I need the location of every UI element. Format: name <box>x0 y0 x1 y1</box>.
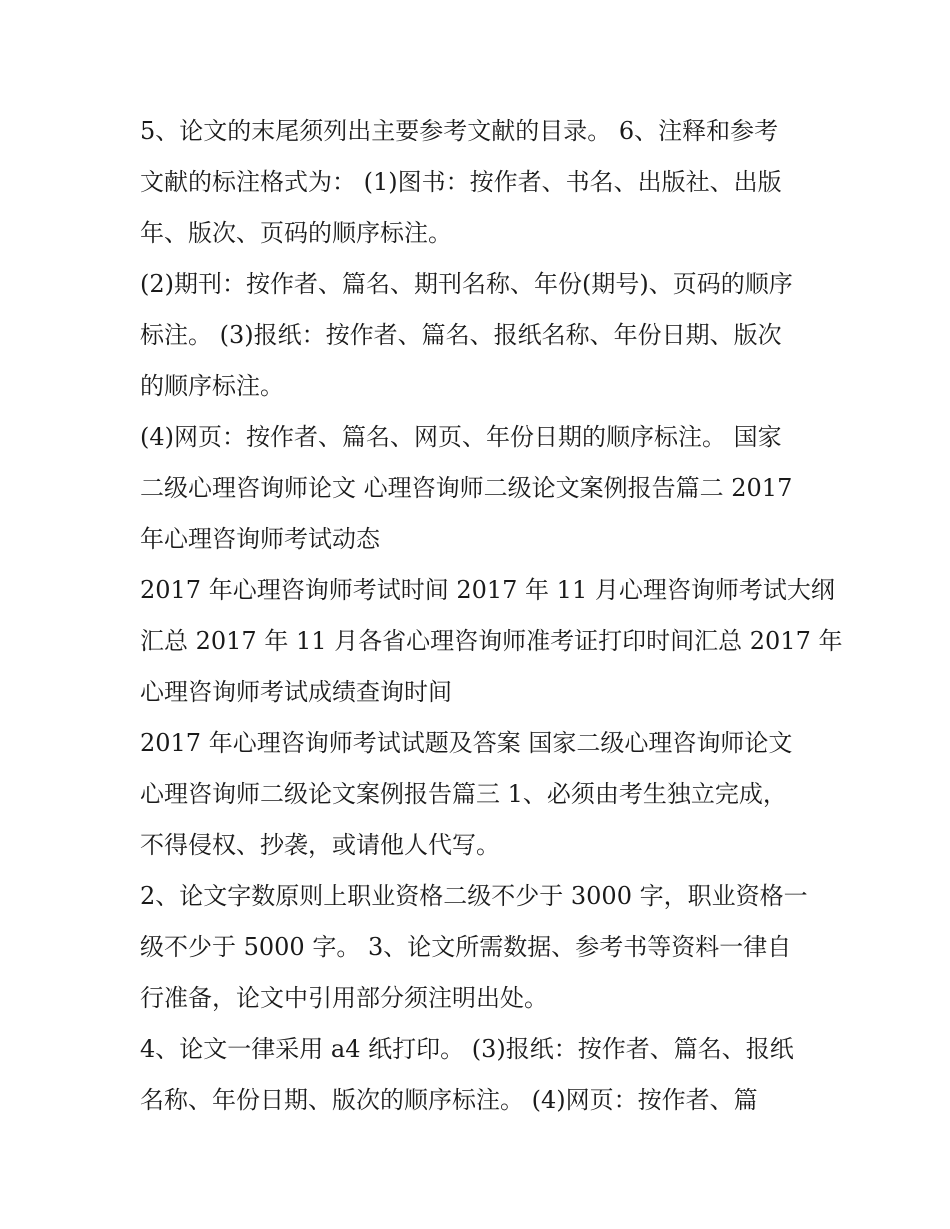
text-line: 级不少于 5000 字。 3、论文所需数据、参考书等资料一律自 <box>140 933 792 961</box>
text-line: 2017 年心理咨询师考试试题及答案 国家二级心理咨询师论文 <box>140 729 793 757</box>
text-line: (2)期刊：按作者、篇名、期刊名称、年份(期号)、页码的顺序 <box>140 270 793 298</box>
text-line: 的顺序标注。 <box>140 372 284 400</box>
paragraph-exam-answers <box>140 718 820 871</box>
paragraph-reference-list <box>140 106 820 259</box>
text-line: 2017 年心理咨询师考试时间 2017 年 11 月心理咨询师考试大纲 <box>140 576 835 604</box>
text-line: 4、论文一律采用 a4 纸打印。 (3)报纸：按作者、篇名、报纸 <box>140 1035 794 1063</box>
text-line: 年、版次、页码的顺序标注。 <box>140 219 452 247</box>
paragraph-journal-format <box>140 259 820 412</box>
text-line: 汇总 2017 年 11 月各省心理咨询师准考证打印时间汇总 2017 年 <box>140 627 843 655</box>
text-line: 二级心理咨询师论文 心理咨询师二级论文案例报告篇二 2017 <box>140 474 793 502</box>
paragraph-print-format <box>140 1024 820 1126</box>
paragraph-word-count <box>140 871 820 1024</box>
text-line: 2、论文字数原则上职业资格二级不少于 3000 字，职业资格一 <box>140 882 808 910</box>
text-line: 不得侵权、抄袭，或请他人代写。 <box>140 831 500 859</box>
paragraph-webpage-format <box>140 412 820 565</box>
text-line: 心理咨询师考试成绩查询时间 <box>140 678 452 706</box>
text-line: 5、论文的末尾须列出主要参考文献的目录。 6、注释和参考 <box>140 117 779 145</box>
text-line: 名称、年份日期、版次的顺序标注。 (4)网页：按作者、篇 <box>140 1086 758 1114</box>
text-line: 行准备，论文中引用部分须注明出处。 <box>140 984 548 1012</box>
text-line: 心理咨询师二级论文案例报告篇三 1、必须由考生独立完成， <box>140 780 787 808</box>
text-line: 标注。 (3)报纸：按作者、篇名、报纸名称、年份日期、版次 <box>140 321 782 349</box>
text-line: 文献的标注格式为： (1)图书：按作者、书名、出版社、出版 <box>140 168 782 196</box>
text-line: (4)网页：按作者、篇名、网页、年份日期的顺序标注。 国家 <box>140 423 782 451</box>
paragraph-exam-schedule <box>140 565 843 718</box>
document-body <box>140 106 843 1126</box>
text-line: 年心理咨询师考试动态 <box>140 525 380 553</box>
